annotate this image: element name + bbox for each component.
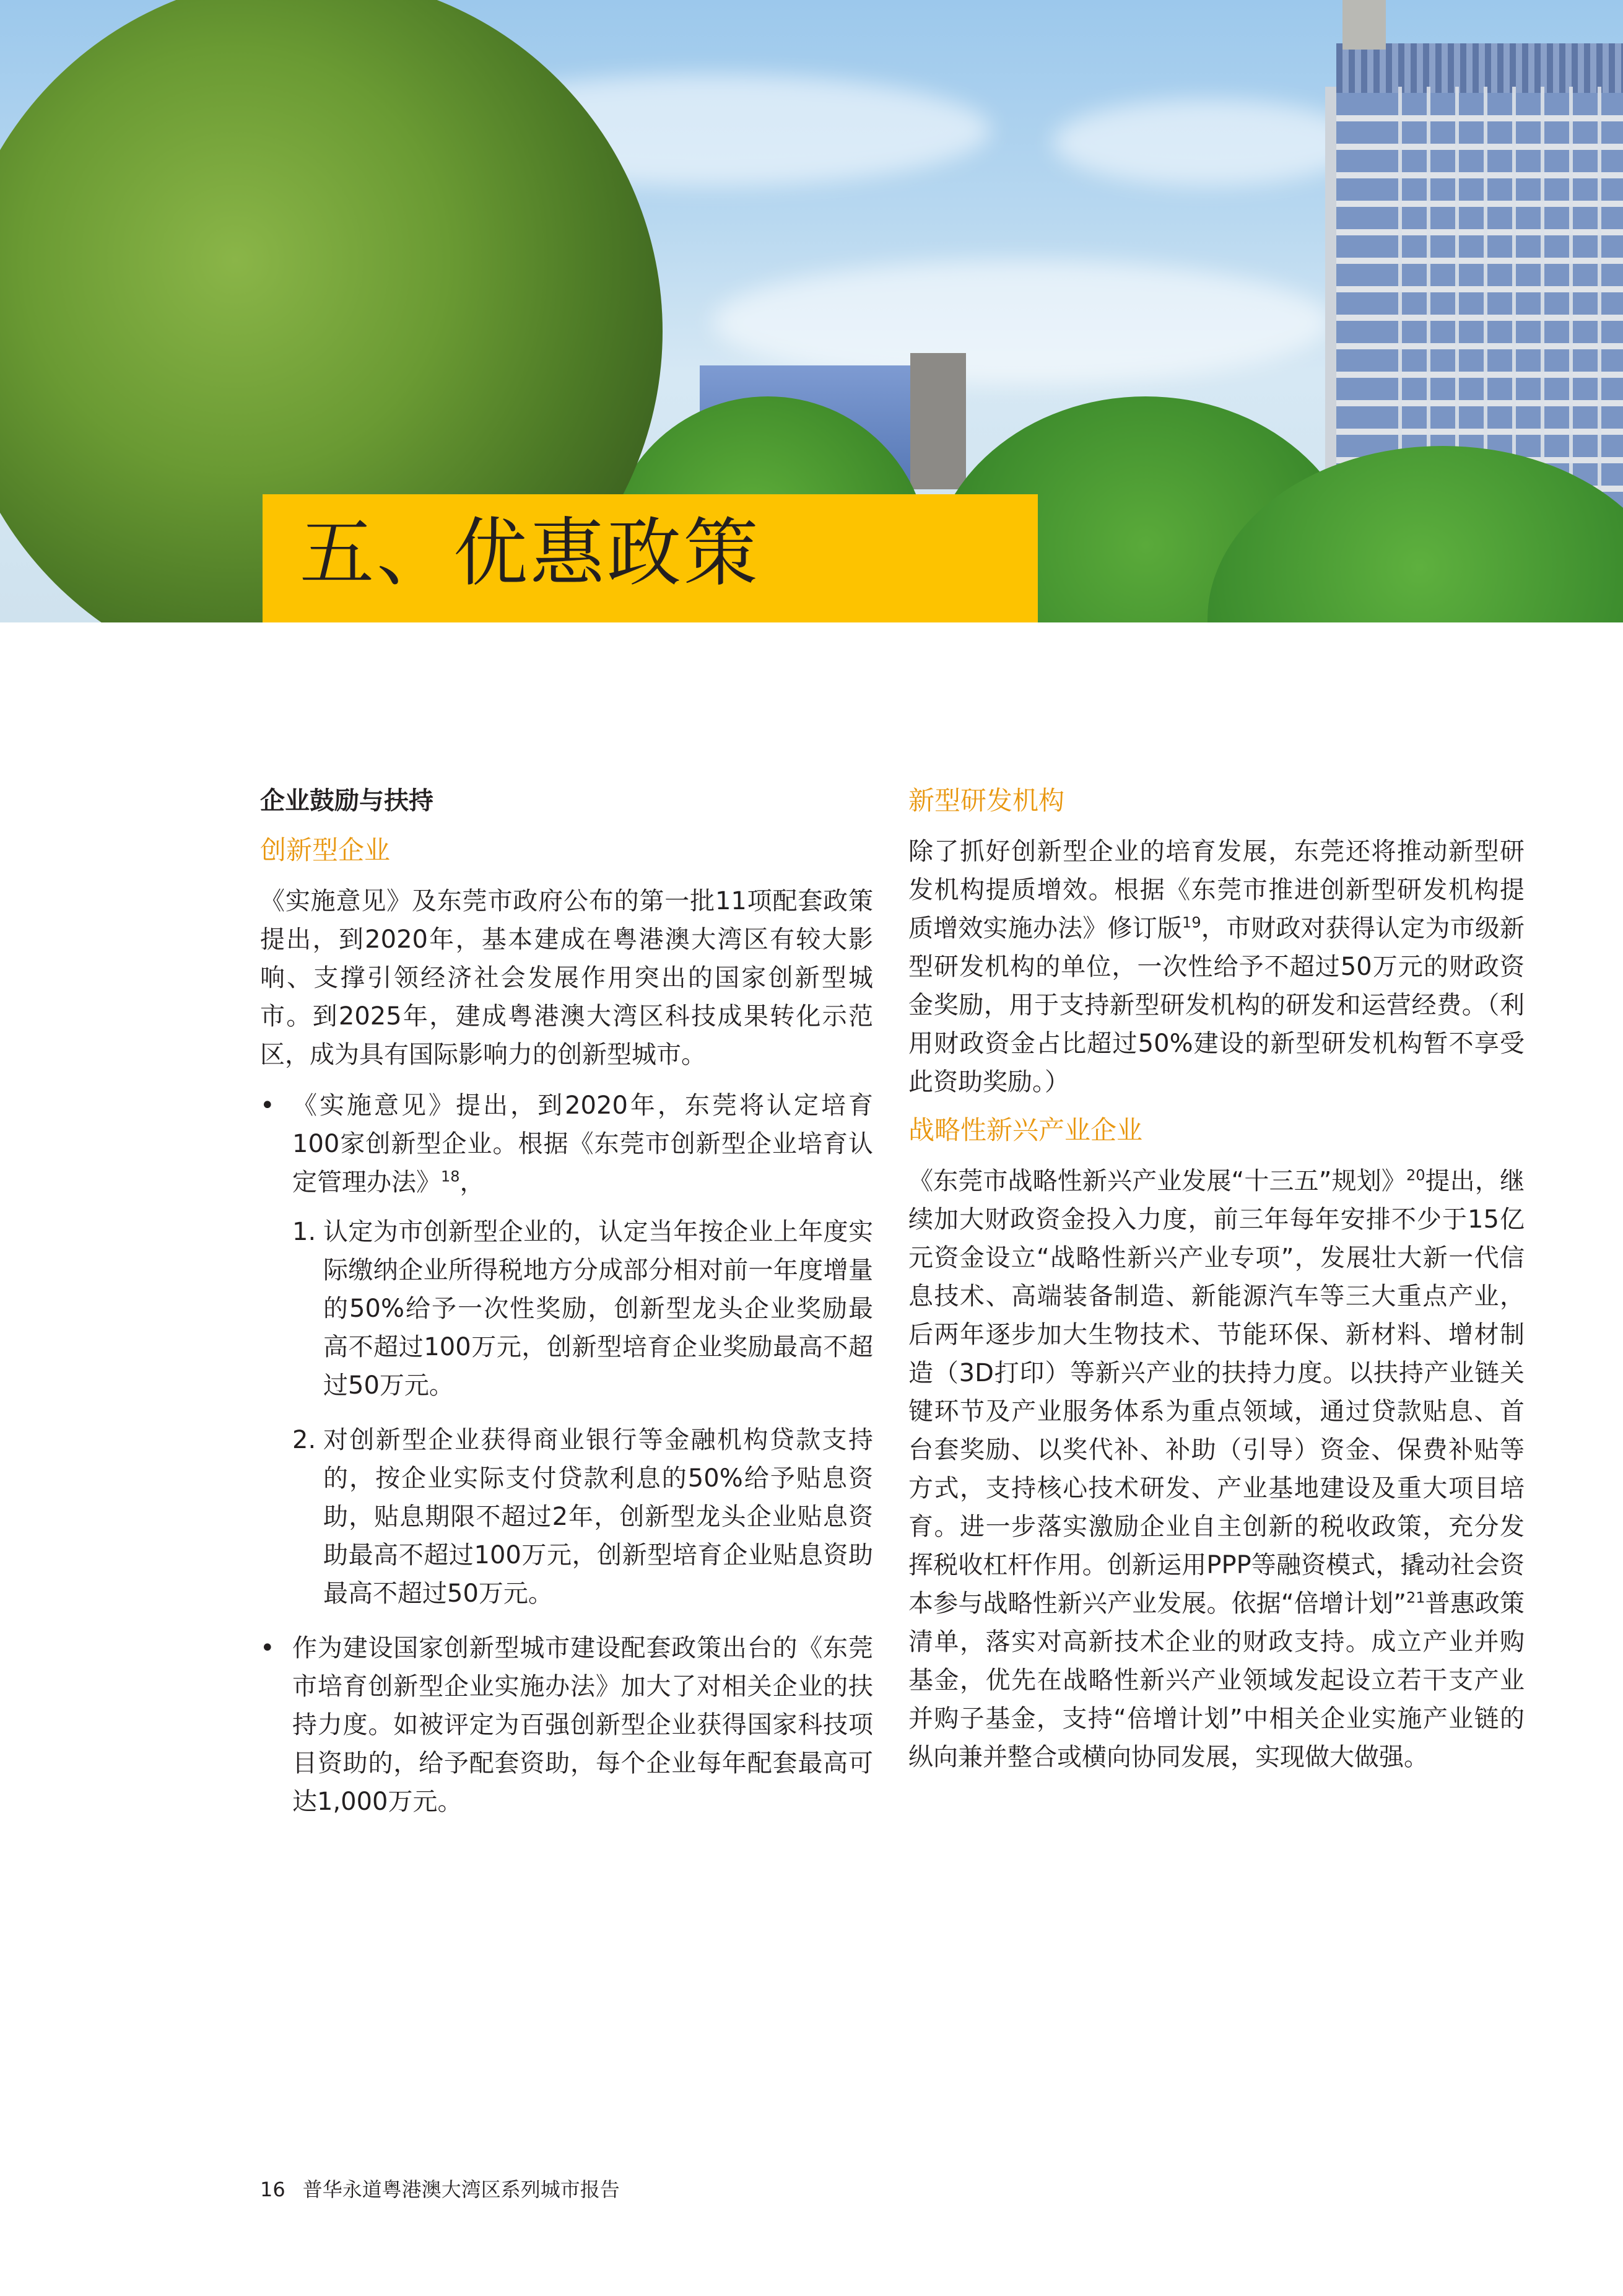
report-title: 普华永道粤港澳大湾区系列城市报告 — [302, 2178, 620, 2201]
bullet-icon: • — [260, 1091, 275, 1120]
subheading-new-rd-institutions: 新型研发机构 — [908, 785, 1065, 816]
footnote-ref: 20 — [1406, 1166, 1425, 1184]
strategic-paragraph — [908, 1162, 1525, 1776]
numbered-item — [292, 1421, 873, 1613]
page-footer — [260, 2177, 620, 2202]
footnote-ref: 19 — [1182, 914, 1201, 932]
bullet-item — [260, 1086, 873, 1613]
rd-paragraph — [908, 832, 1525, 1101]
right-column — [908, 782, 1525, 1789]
page-number: 16 — [260, 2178, 285, 2201]
paragraph-text-mid: 提出，继续加大财政资金投入力度，前三年每年安排不少于15亿元资金设立“战略性新兴产业专项”，发展壮大新一代信息技术、高端装备制造、新能源汽车等三大重点产业，后两年逐步加大生物技术、节能环保、新材料、增材制造（3D打印）等新兴产业的扶持力度。以扶持产业链关键环节及产业服务体系为重点领域，通过贷款贴息、首台套奖励、以奖代补、补助（引导）资金、保费补贴等方式，支持核心技术研发、产业基地建设及重大项目培育。进一步落实激励企业自主创新的税收政策，充分发挥税收杠杆作用。创新运用PPP等融资模式，撬动社会资本参与战略性新兴产业发展。依据“倍增计划” — [908, 1167, 1525, 1618]
subheading-innovative-enterprises: 创新型企业 — [260, 835, 391, 865]
left-column — [260, 782, 873, 1836]
numbered-list — [292, 1213, 873, 1613]
section-heading: 企业鼓励与扶持 — [260, 787, 433, 815]
item-number: 2. — [292, 1426, 316, 1454]
footnote-ref: 18 — [441, 1168, 460, 1185]
paragraph-text-tail: 普惠政策清单，落实对高新技术企业的财政支持。成立产业并购基金，优先在战略性新兴产业领域发起设立若干支产业并购子基金，支持“倍增计划”中相关企业实施产业链的纵向兼并整合或横向协同发展，实现做大做强。 — [908, 1589, 1525, 1771]
building-crown — [1342, 0, 1386, 50]
paragraph-text-tail: ，市财政对获得认定为市级新型研发机构的单位，一次性给予不超过50万元的财政资金奖励，用于支持新型研发机构的研发和运营经费。（利用财政资金占比超过50%建设的新型研发机构暂不享受此资助奖励。） — [908, 914, 1525, 1096]
item-text: 认定为市创新型企业的，认定当年按企业上年度实际缴纳企业所得税地方分成部分相对前一年度增量的50%给予一次性奖励，创新型龙头企业奖励最高不超过100万元，创新型培育企业奖励最高不超过50万元。 — [323, 1218, 873, 1400]
intro-paragraph: 《实施意见》及东莞市政府公布的第一批11项配套政策提出，到2020年，基本建成在粤港澳大湾区有较大影响、支撑引领经济社会发展作用突出的国家创新型城市。到2025年，建成粤港澳大湾区科技成果转化示范区，成为具有国际影响力的创新型城市。 — [260, 887, 873, 1069]
bullet-text: 作为建设国家创新型城市建设配套政策出台的《东莞市培育创新型企业实施办法》加大了对相关企业的扶持力度。如被评定为百强创新型企业获得国家科技项目资助的，给予配套资助，每个企业每年配套最高可达1,000万元。 — [292, 1634, 873, 1816]
item-text: 对创新型企业获得商业银行等金融机构贷款支持的，按企业实际支付贷款利息的50%给予贴息资助，贴息期限不超过2年，创新型龙头企业贴息资助最高不超过100万元，创新型培育企业贴息资助最高不超过50万元。 — [323, 1426, 873, 1608]
bullet-item — [260, 1629, 873, 1821]
bullet-text-tail: ， — [459, 1168, 485, 1197]
numbered-item — [292, 1213, 873, 1405]
paragraph-text: 《东莞市战略性新兴产业发展“十三五”规划》 — [908, 1167, 1406, 1195]
paragraph-text: 除了抓好创新型企业的培育发展，东莞还将推动新型研发机构提质增效。根据《东莞市推进创新型研发机构提质增效实施办法》修订版 — [908, 837, 1525, 943]
bullet-text: 《实施意见》提出，到2020年，东莞将认定培育100家创新型企业。根据《东莞市创新型企业培育认定管理办法》 — [292, 1091, 873, 1197]
subheading-strategic-industries: 战略性新兴产业企业 — [908, 1115, 1143, 1145]
bullet-icon: • — [260, 1634, 275, 1662]
item-number: 1. — [292, 1218, 316, 1246]
chapter-banner — [263, 494, 1038, 622]
cloud — [1053, 99, 1362, 186]
footnote-ref: 21 — [1406, 1589, 1425, 1607]
chapter-title: 五、优惠政策 — [300, 510, 760, 596]
bullet-list — [260, 1086, 873, 1821]
